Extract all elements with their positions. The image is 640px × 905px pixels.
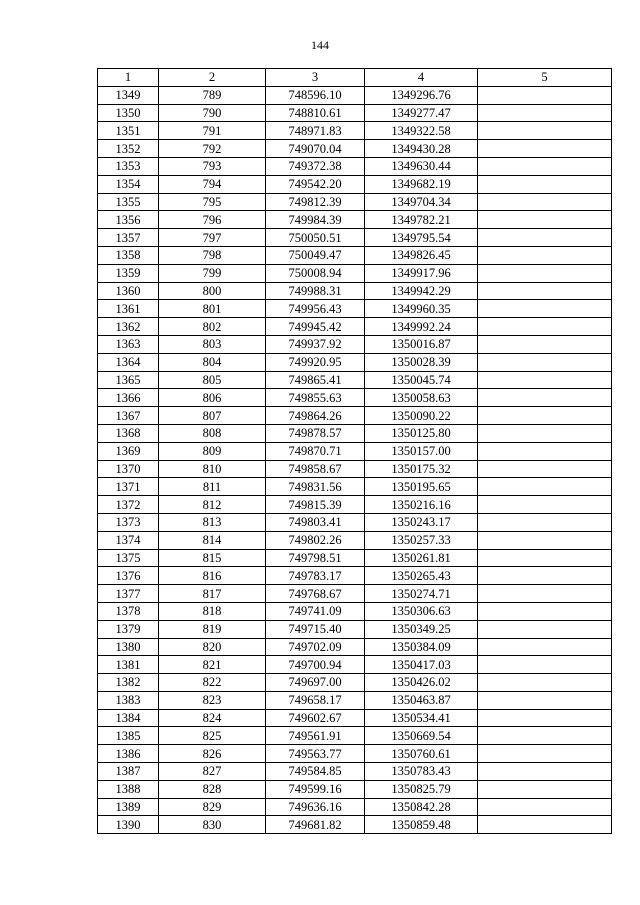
table-cell-col-5 <box>478 620 612 638</box>
table-cell-col-4: 1350669.54 <box>365 727 478 745</box>
table-cell-col-2: 828 <box>159 780 266 798</box>
table-cell-col-2: 830 <box>159 816 266 834</box>
table-row <box>98 531 612 549</box>
table-cell-col-2: 791 <box>159 122 266 140</box>
table-cell-col-5 <box>478 193 612 211</box>
table-cell-col-5 <box>478 567 612 585</box>
table-cell-col-3: 749865.41 <box>266 371 365 389</box>
table-row <box>98 602 612 620</box>
table-cell-col-4: 1350257.33 <box>365 531 478 549</box>
table-cell-col-3: 749945.42 <box>266 318 365 336</box>
table-cell-col-2: 823 <box>159 691 266 709</box>
table-cell-col-5 <box>478 371 612 389</box>
table-cell-col-2: 816 <box>159 567 266 585</box>
table-cell-col-1: 1383 <box>98 691 159 709</box>
table-row <box>98 780 612 798</box>
table-row <box>98 300 612 318</box>
table-cell-col-5 <box>478 549 612 567</box>
table-cell-col-4: 1349630.44 <box>365 157 478 175</box>
table-cell-col-4: 1349917.96 <box>365 264 478 282</box>
table-cell-col-2: 818 <box>159 602 266 620</box>
table-cell-col-2: 792 <box>159 140 266 158</box>
table-cell-col-3: 749681.82 <box>266 816 365 834</box>
table-cell-col-3: 749815.39 <box>266 496 365 514</box>
column-header-3: 3 <box>266 69 365 87</box>
table-cell-col-5 <box>478 407 612 425</box>
table-cell-col-4: 1350783.43 <box>365 763 478 781</box>
table-cell-col-3: 749937.92 <box>266 335 365 353</box>
table-cell-col-2: 813 <box>159 513 266 531</box>
table-cell-col-5 <box>478 86 612 104</box>
table-row <box>98 264 612 282</box>
table-cell-col-2: 825 <box>159 727 266 745</box>
table-cell-col-5 <box>478 211 612 229</box>
table-cell-col-5 <box>478 798 612 816</box>
table-cell-col-5 <box>478 389 612 407</box>
table-cell-col-1: 1368 <box>98 424 159 442</box>
table-cell-col-1: 1369 <box>98 442 159 460</box>
table-cell-col-4: 1350859.48 <box>365 816 478 834</box>
table-cell-col-2: 822 <box>159 674 266 692</box>
table-cell-col-3: 749956.43 <box>266 300 365 318</box>
table-cell-col-4: 1350216.16 <box>365 496 478 514</box>
table-row <box>98 585 612 603</box>
table-cell-col-1: 1352 <box>98 140 159 158</box>
table-cell-col-4: 1350045.74 <box>365 371 478 389</box>
table-row <box>98 407 612 425</box>
table-cell-col-3: 749584.85 <box>266 763 365 781</box>
table-cell-col-5 <box>478 175 612 193</box>
table-cell-col-2: 806 <box>159 389 266 407</box>
table-row <box>98 282 612 300</box>
table-cell-col-4: 1350265.43 <box>365 567 478 585</box>
table-cell-col-5 <box>478 424 612 442</box>
table-cell-col-4: 1349277.47 <box>365 104 478 122</box>
table-cell-col-1: 1376 <box>98 567 159 585</box>
table-cell-col-5 <box>478 300 612 318</box>
table-row <box>98 513 612 531</box>
table-row <box>98 229 612 247</box>
table-cell-col-1: 1373 <box>98 513 159 531</box>
table-cell-col-5 <box>478 229 612 247</box>
table-cell-col-1: 1365 <box>98 371 159 389</box>
table-cell-col-1: 1380 <box>98 638 159 656</box>
table-cell-col-1: 1371 <box>98 478 159 496</box>
table-cell-col-1: 1367 <box>98 407 159 425</box>
column-header-5: 5 <box>478 69 612 87</box>
table-cell-col-1: 1386 <box>98 745 159 763</box>
table-cell-col-1: 1356 <box>98 211 159 229</box>
table-row <box>98 798 612 816</box>
table-row <box>98 318 612 336</box>
table-cell-col-5 <box>478 442 612 460</box>
table-cell-col-5 <box>478 157 612 175</box>
table-cell-col-4: 1349682.19 <box>365 175 478 193</box>
table-row <box>98 335 612 353</box>
table-cell-col-3: 750050.51 <box>266 229 365 247</box>
table-cell-col-3: 750008.94 <box>266 264 365 282</box>
table-cell-col-4: 1349296.76 <box>365 86 478 104</box>
table-cell-col-3: 749864.26 <box>266 407 365 425</box>
table-cell-col-3: 749831.56 <box>266 478 365 496</box>
table-cell-col-4: 1350760.61 <box>365 745 478 763</box>
table-cell-col-1: 1350 <box>98 104 159 122</box>
table-cell-col-4: 1350349.25 <box>365 620 478 638</box>
table-row <box>98 389 612 407</box>
table-cell-col-3: 749768.67 <box>266 585 365 603</box>
table-row <box>98 709 612 727</box>
table-cell-col-4: 1349430.28 <box>365 140 478 158</box>
table-cell-col-1: 1372 <box>98 496 159 514</box>
table-cell-col-5 <box>478 496 612 514</box>
table-cell-col-4: 1350274.71 <box>365 585 478 603</box>
table-cell-col-3: 749984.39 <box>266 211 365 229</box>
table-cell-col-4: 1349795.54 <box>365 229 478 247</box>
table-cell-col-2: 805 <box>159 371 266 389</box>
table-row <box>98 175 612 193</box>
table-cell-col-2: 790 <box>159 104 266 122</box>
table-cell-col-1: 1361 <box>98 300 159 318</box>
table-cell-col-3: 749920.95 <box>266 353 365 371</box>
table-row <box>98 763 612 781</box>
table-cell-col-5 <box>478 763 612 781</box>
table-cell-col-4: 1350028.39 <box>365 353 478 371</box>
table-cell-col-1: 1384 <box>98 709 159 727</box>
table-cell-col-2: 793 <box>159 157 266 175</box>
table-cell-col-2: 824 <box>159 709 266 727</box>
table-cell-col-4: 1350195.65 <box>365 478 478 496</box>
table-cell-col-5 <box>478 745 612 763</box>
table-cell-col-1: 1370 <box>98 460 159 478</box>
table-cell-col-4: 1350825.79 <box>365 780 478 798</box>
table-row <box>98 745 612 763</box>
coordinates-table <box>97 68 612 834</box>
table-cell-col-1: 1355 <box>98 193 159 211</box>
table-cell-col-2: 801 <box>159 300 266 318</box>
table-cell-col-2: 815 <box>159 549 266 567</box>
table-cell-col-2: 797 <box>159 229 266 247</box>
table-cell-col-1: 1375 <box>98 549 159 567</box>
table-cell-col-4: 1350384.09 <box>365 638 478 656</box>
table-cell-col-4: 1349782.21 <box>365 211 478 229</box>
table-cell-col-4: 1350090.22 <box>365 407 478 425</box>
table-cell-col-5 <box>478 585 612 603</box>
table-row <box>98 211 612 229</box>
table-cell-col-1: 1351 <box>98 122 159 140</box>
table-row <box>98 424 612 442</box>
table-cell-col-1: 1388 <box>98 780 159 798</box>
table-cell-col-4: 1350261.81 <box>365 549 478 567</box>
table-cell-col-3: 749372.38 <box>266 157 365 175</box>
table-cell-col-4: 1350417.03 <box>365 656 478 674</box>
table-cell-col-5 <box>478 246 612 264</box>
table-cell-col-1: 1349 <box>98 86 159 104</box>
table-cell-col-1: 1389 <box>98 798 159 816</box>
table-row <box>98 371 612 389</box>
table-cell-col-1: 1366 <box>98 389 159 407</box>
table-cell-col-4: 1350175.32 <box>365 460 478 478</box>
table-cell-col-3: 749602.67 <box>266 709 365 727</box>
table-cell-col-5 <box>478 318 612 336</box>
table-cell-col-3: 749658.17 <box>266 691 365 709</box>
table-cell-col-3: 749715.40 <box>266 620 365 638</box>
table-cell-col-3: 749858.67 <box>266 460 365 478</box>
table-cell-col-2: 826 <box>159 745 266 763</box>
table-cell-col-5 <box>478 674 612 692</box>
table-cell-col-1: 1390 <box>98 816 159 834</box>
table-cell-col-5 <box>478 460 612 478</box>
table-cell-col-2: 817 <box>159 585 266 603</box>
table-cell-col-4: 1349322.58 <box>365 122 478 140</box>
table-cell-col-4: 1349942.29 <box>365 282 478 300</box>
table-row <box>98 104 612 122</box>
table-cell-col-4: 1349704.34 <box>365 193 478 211</box>
table-cell-col-3: 749783.17 <box>266 567 365 585</box>
table-cell-col-2: 809 <box>159 442 266 460</box>
table-cell-col-1: 1387 <box>98 763 159 781</box>
table-cell-col-5 <box>478 531 612 549</box>
table-cell-col-3: 749636.16 <box>266 798 365 816</box>
table-cell-col-3: 749542.20 <box>266 175 365 193</box>
table-cell-col-1: 1382 <box>98 674 159 692</box>
table-cell-col-2: 804 <box>159 353 266 371</box>
table-row <box>98 674 612 692</box>
table-row <box>98 478 612 496</box>
table-cell-col-1: 1378 <box>98 602 159 620</box>
table-row <box>98 193 612 211</box>
column-header-2: 2 <box>159 69 266 87</box>
table-cell-col-1: 1360 <box>98 282 159 300</box>
table-cell-col-3: 750049.47 <box>266 246 365 264</box>
table-cell-col-5 <box>478 122 612 140</box>
table-cell-col-3: 749563.77 <box>266 745 365 763</box>
table-cell-col-3: 749802.26 <box>266 531 365 549</box>
table-cell-col-4: 1350157.00 <box>365 442 478 460</box>
table-row <box>98 86 612 104</box>
table-cell-col-5 <box>478 513 612 531</box>
table-row <box>98 122 612 140</box>
table-cell-col-3: 749798.51 <box>266 549 365 567</box>
table-cell-col-4: 1350243.17 <box>365 513 478 531</box>
table-cell-col-2: 814 <box>159 531 266 549</box>
table-cell-col-1: 1362 <box>98 318 159 336</box>
table-cell-col-3: 749878.57 <box>266 424 365 442</box>
table-cell-col-1: 1354 <box>98 175 159 193</box>
table-row <box>98 353 612 371</box>
table-cell-col-2: 794 <box>159 175 266 193</box>
table-cell-col-5 <box>478 656 612 674</box>
table-header-row <box>98 69 612 87</box>
table-cell-col-2: 799 <box>159 264 266 282</box>
table-cell-col-4: 1350058.63 <box>365 389 478 407</box>
table-cell-col-4: 1350306.63 <box>365 602 478 620</box>
table-row <box>98 549 612 567</box>
table-cell-col-2: 827 <box>159 763 266 781</box>
table-cell-col-2: 819 <box>159 620 266 638</box>
table-cell-col-5 <box>478 602 612 620</box>
table-cell-col-5 <box>478 282 612 300</box>
table-row <box>98 496 612 514</box>
table-cell-col-4: 1350842.28 <box>365 798 478 816</box>
table-cell-col-1: 1359 <box>98 264 159 282</box>
table-cell-col-3: 748971.83 <box>266 122 365 140</box>
table-cell-col-3: 748810.61 <box>266 104 365 122</box>
table-cell-col-5 <box>478 691 612 709</box>
table-cell-col-2: 795 <box>159 193 266 211</box>
table-cell-col-2: 803 <box>159 335 266 353</box>
table-cell-col-1: 1363 <box>98 335 159 353</box>
table-cell-col-5 <box>478 140 612 158</box>
table-cell-col-3: 749803.41 <box>266 513 365 531</box>
table-cell-col-5 <box>478 638 612 656</box>
table-cell-col-1: 1374 <box>98 531 159 549</box>
table-cell-col-1: 1379 <box>98 620 159 638</box>
table-cell-col-5 <box>478 478 612 496</box>
table-row <box>98 157 612 175</box>
table-cell-col-3: 749697.00 <box>266 674 365 692</box>
table-cell-col-5 <box>478 727 612 745</box>
table-cell-col-2: 802 <box>159 318 266 336</box>
table-row <box>98 620 612 638</box>
table-row <box>98 567 612 585</box>
table-row <box>98 816 612 834</box>
table-cell-col-2: 820 <box>159 638 266 656</box>
table-cell-col-1: 1381 <box>98 656 159 674</box>
table-cell-col-2: 829 <box>159 798 266 816</box>
page-number: 144 <box>311 38 329 52</box>
table-cell-col-2: 821 <box>159 656 266 674</box>
table-cell-col-3: 749599.16 <box>266 780 365 798</box>
table-cell-col-2: 807 <box>159 407 266 425</box>
table-cell-col-3: 749741.09 <box>266 602 365 620</box>
table-cell-col-3: 749070.04 <box>266 140 365 158</box>
table-cell-col-4: 1350125.80 <box>365 424 478 442</box>
table-cell-col-2: 812 <box>159 496 266 514</box>
table-row <box>98 656 612 674</box>
table-cell-col-3: 749988.31 <box>266 282 365 300</box>
table-cell-col-2: 796 <box>159 211 266 229</box>
column-header-1: 1 <box>98 69 159 87</box>
table-cell-col-4: 1349826.45 <box>365 246 478 264</box>
table-cell-col-3: 749812.39 <box>266 193 365 211</box>
table-row <box>98 442 612 460</box>
table-cell-col-2: 811 <box>159 478 266 496</box>
table-cell-col-5 <box>478 104 612 122</box>
table-cell-col-1: 1357 <box>98 229 159 247</box>
table-cell-col-1: 1364 <box>98 353 159 371</box>
table-cell-col-4: 1350426.02 <box>365 674 478 692</box>
table-cell-col-2: 810 <box>159 460 266 478</box>
table-row <box>98 727 612 745</box>
table-cell-col-3: 749855.63 <box>266 389 365 407</box>
table-cell-col-3: 749561.91 <box>266 727 365 745</box>
table-cell-col-2: 800 <box>159 282 266 300</box>
table-row <box>98 460 612 478</box>
table-cell-col-5 <box>478 816 612 834</box>
table-cell-col-1: 1353 <box>98 157 159 175</box>
table-cell-col-1: 1358 <box>98 246 159 264</box>
table-row <box>98 246 612 264</box>
table-cell-col-1: 1377 <box>98 585 159 603</box>
table-cell-col-4: 1350463.87 <box>365 691 478 709</box>
table-row <box>98 638 612 656</box>
table-body <box>98 86 612 833</box>
table-cell-col-5 <box>478 709 612 727</box>
column-header-4: 4 <box>365 69 478 87</box>
table-cell-col-4: 1350534.41 <box>365 709 478 727</box>
table-cell-col-3: 749702.09 <box>266 638 365 656</box>
table-cell-col-3: 748596.10 <box>266 86 365 104</box>
table-cell-col-5 <box>478 335 612 353</box>
table-row <box>98 691 612 709</box>
table-cell-col-4: 1349992.24 <box>365 318 478 336</box>
table-cell-col-1: 1385 <box>98 727 159 745</box>
table-row <box>98 140 612 158</box>
table-cell-col-5 <box>478 780 612 798</box>
table-cell-col-3: 749700.94 <box>266 656 365 674</box>
table-cell-col-3: 749870.71 <box>266 442 365 460</box>
table-cell-col-5 <box>478 353 612 371</box>
table-cell-col-2: 798 <box>159 246 266 264</box>
table-cell-col-4: 1349960.35 <box>365 300 478 318</box>
table-cell-col-2: 789 <box>159 86 266 104</box>
table-cell-col-2: 808 <box>159 424 266 442</box>
table-cell-col-4: 1350016.87 <box>365 335 478 353</box>
table-cell-col-5 <box>478 264 612 282</box>
